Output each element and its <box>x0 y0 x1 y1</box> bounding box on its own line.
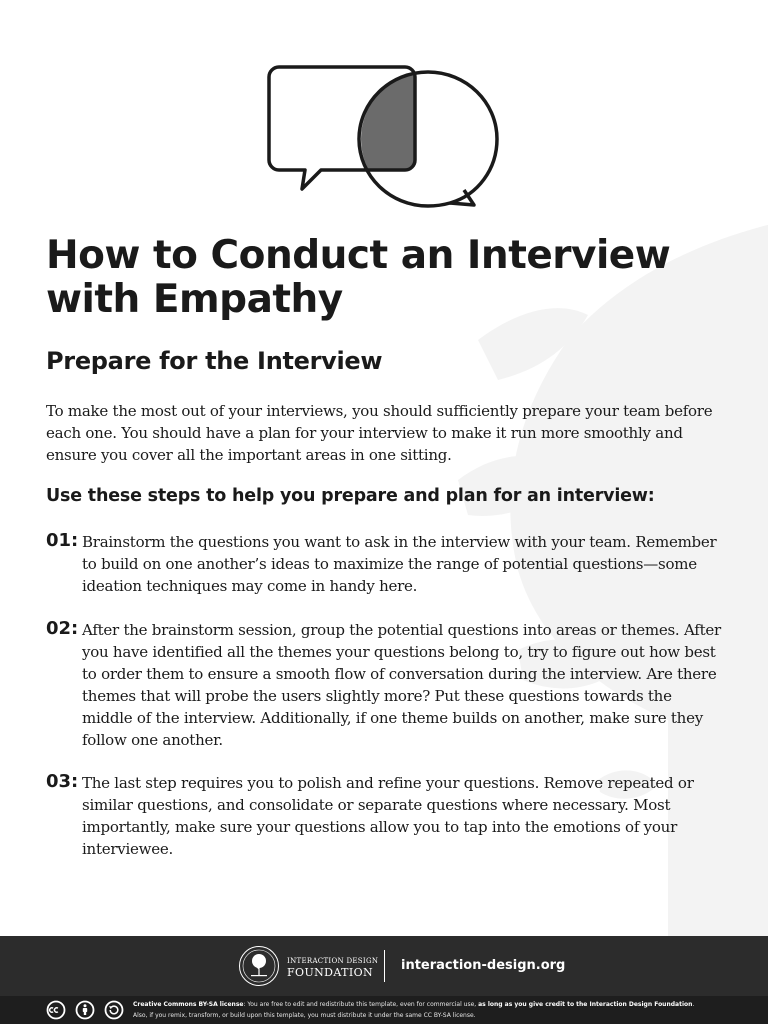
speech-bubbles-icon <box>266 64 502 210</box>
step-number: 02: <box>46 618 79 639</box>
step-number: 01: <box>46 530 79 551</box>
license-emphasis: as long as you give credit to the Interaction Design Foundation <box>478 1001 693 1008</box>
steps-heading: Use these steps to help you prepare and plan for an interview: <box>46 486 655 506</box>
step-number: 03: <box>46 771 79 792</box>
step-item <box>46 531 726 597</box>
section-heading: Prepare for the Interview <box>46 347 383 375</box>
license-text <box>133 999 763 1021</box>
license-text-2: . <box>692 1001 695 1008</box>
license-text-1: : You are free to edit and redistribute this template, even for commercial use, <box>243 1001 479 1008</box>
cc-icon <box>46 1000 66 1020</box>
sa-icon <box>104 1000 124 1020</box>
logo-line-1: INTERACTION DESIGN <box>287 957 379 965</box>
step-text: After the brainstorm session, group the potential questions into areas or themes. After you have identified all the themes your questions belong to, try to figure out how best to order them to ensure a smooth flow of conversation during the interview. Are there themes that will probe the users slightly more? Put these questions towards the middle of the interview. Additionally, if one theme builds on another, make sure they follow one another. <box>82 621 721 749</box>
step-text: Brainstorm the questions you want to ask in the interview with your team. Remember to build on one another’s ideas to maximize the range of potential questions—some ideation techniques may come in handy here. <box>82 533 717 595</box>
footer-divider <box>384 950 385 982</box>
foundation-logo-text <box>287 955 378 979</box>
step-item <box>46 772 726 860</box>
website-link[interactable]: interaction-design.org <box>401 958 566 973</box>
footer-bar <box>0 936 768 996</box>
step-item <box>46 619 726 751</box>
intro-paragraph: To make the most out of your interviews, you should sufficiently prepare your team before each one. You should have a plan for your interview to make it run more smoothly and ensure you cover all the important areas in one sitting. <box>46 402 713 464</box>
step-text: The last step requires you to polish and refine your questions. Remove repeated or similar questions, and consolidate or separate questions where necessary. Most importantly, make sure your questions allow you to tap into the emotions of your interviewee. <box>82 774 694 858</box>
page-title: How to Conduct an Interview with Empathy <box>46 233 671 322</box>
license-label: Creative Commons BY-SA license <box>133 1001 244 1008</box>
logo-line-2: FOUNDATION <box>287 966 374 979</box>
tree-logo-icon <box>238 945 280 987</box>
by-icon <box>75 1000 95 1020</box>
license-bar <box>0 996 768 1024</box>
license-line-2: Also, if you remix, transform, or build upon this template, you must distribute it under the same CC BY-SA license. <box>133 1012 476 1019</box>
